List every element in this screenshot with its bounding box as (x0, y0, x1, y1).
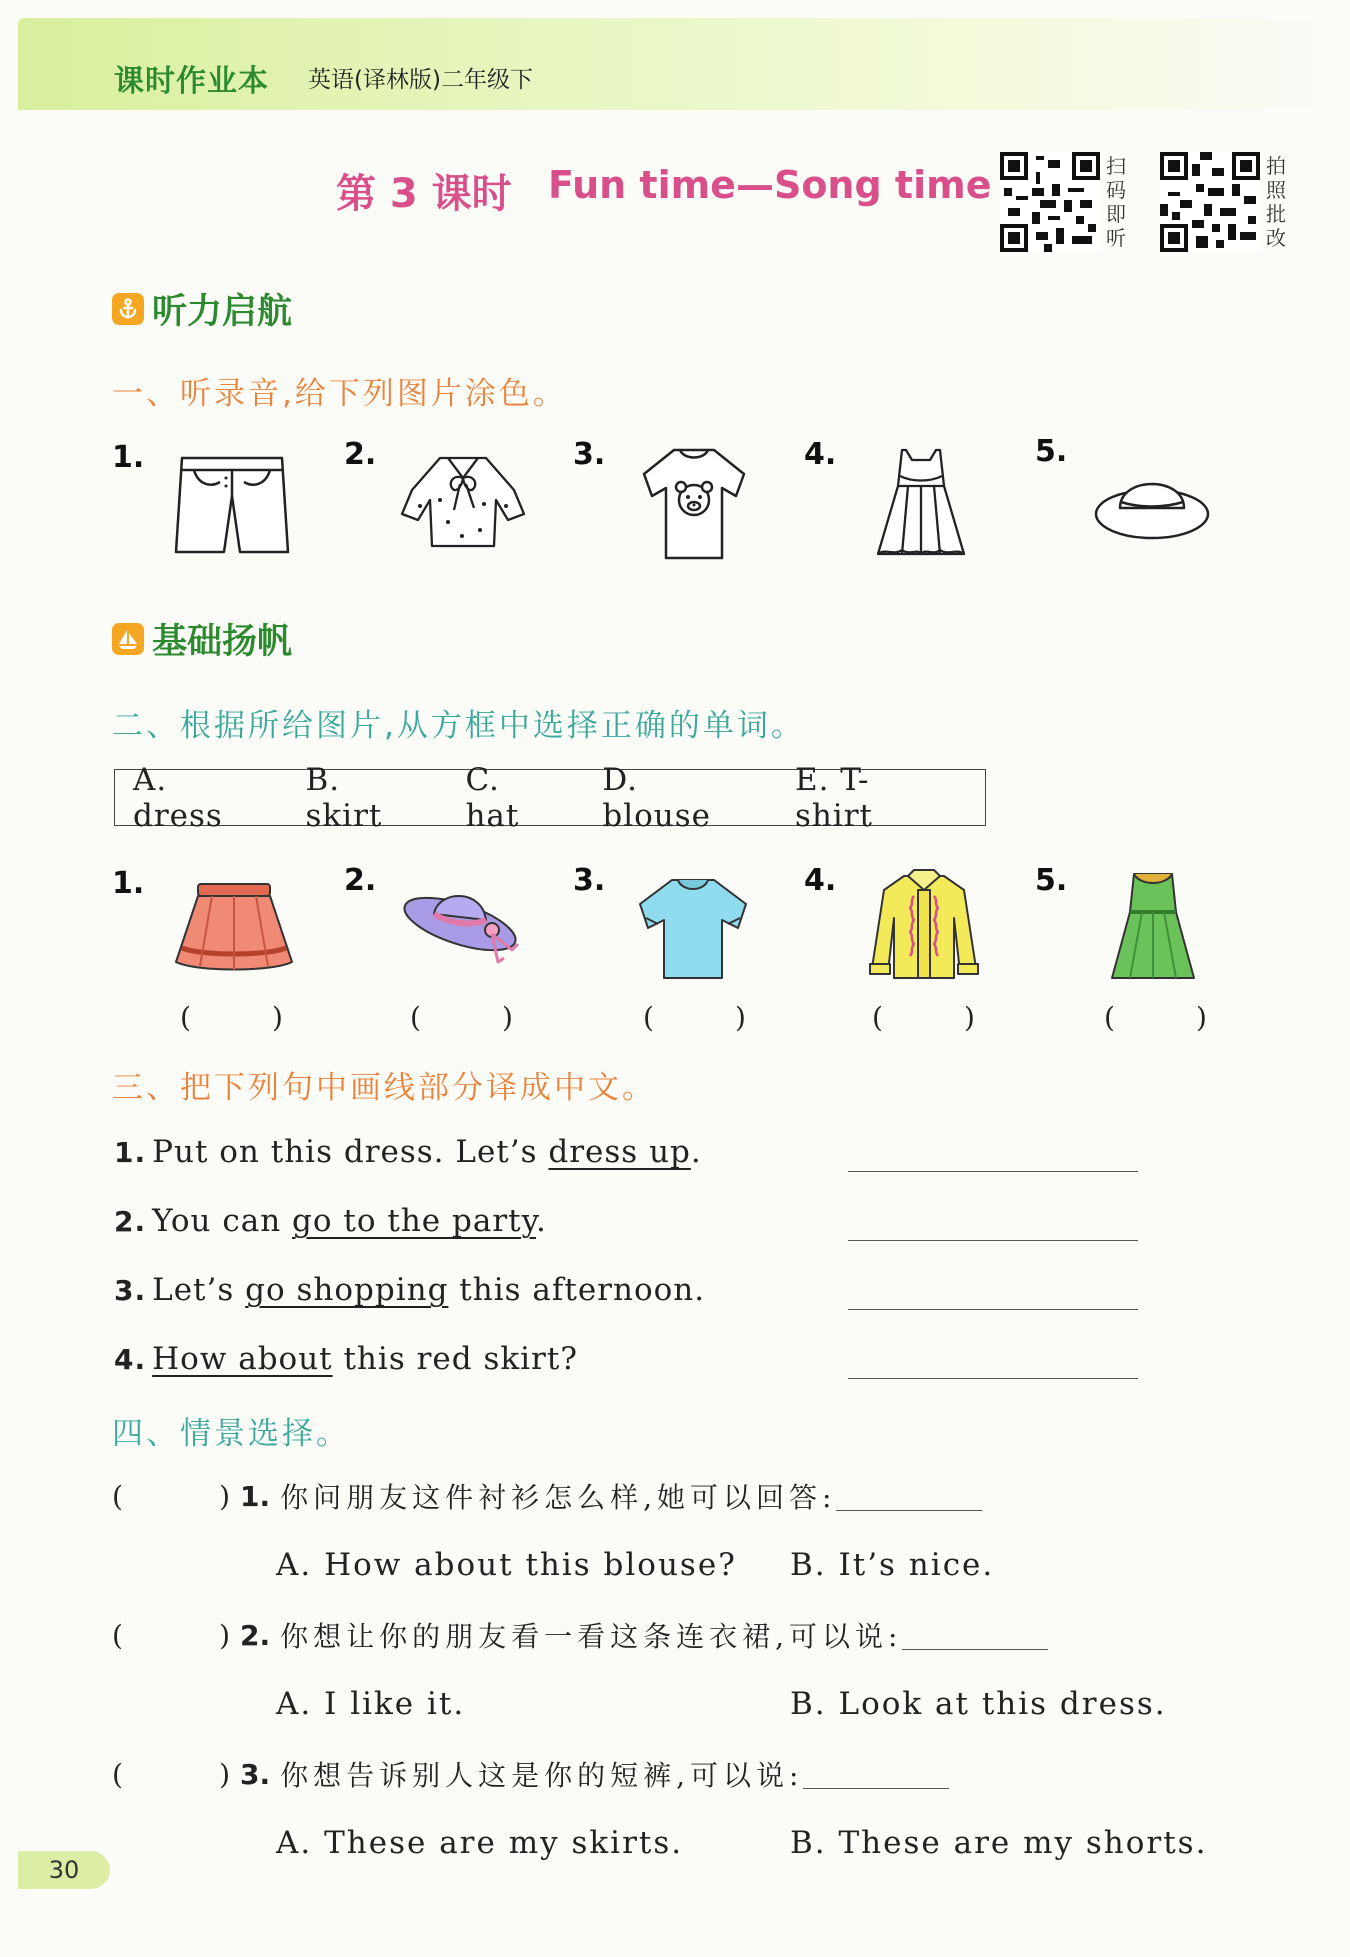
q2-title: 二、根据所给图片,从方框中选择正确的单词。 (112, 708, 805, 744)
q2-number: 1. (112, 866, 145, 901)
section-basics (112, 614, 292, 664)
answer-paren-open: ( (1104, 1001, 1115, 1034)
q3-sentence: 3. Let’s go shopping this afternoon. (114, 1272, 706, 1308)
answer-bracket[interactable]: ( ) (112, 1479, 230, 1513)
page-number: 30 (18, 1851, 110, 1889)
answer-paren-close: ) (272, 1001, 283, 1034)
q4-option-a: A. How about this blouse? (276, 1547, 737, 1583)
tshirt-outline-picture[interactable] (640, 444, 748, 564)
qr-grade-label: 拍照批改 (1266, 154, 1286, 250)
q4-option-a: A. These are my skirts. (276, 1825, 684, 1861)
q2-number: 3. (573, 863, 606, 898)
section-basics-label: 基础扬帆 (152, 622, 293, 662)
word-option: A. dress (133, 761, 223, 834)
dress-picture (1108, 868, 1198, 986)
answer-paren-open: ( (872, 1001, 883, 1034)
q4-option-a: A. I like it. (276, 1686, 466, 1722)
answer-bracket[interactable]: ( ) (112, 1757, 230, 1791)
answer-line[interactable] (848, 1378, 1138, 1379)
answer-paren-close: ) (964, 1001, 975, 1034)
shorts-outline-picture[interactable] (168, 452, 296, 556)
word-option: D. blouse (602, 761, 711, 834)
q1-number: 4. (804, 437, 837, 472)
dress-outline-picture[interactable] (872, 446, 970, 560)
word-box (114, 761, 986, 834)
answer-blank[interactable] (836, 1482, 982, 1511)
answer-paren-close: ) (735, 1001, 746, 1034)
qr-code-grade-icon[interactable] (1160, 152, 1260, 252)
q4-title: 四、情景选择。 (112, 1416, 350, 1452)
q1-title: 一、听录音,给下列图片涂色。 (112, 376, 567, 412)
answer-blank[interactable] (803, 1760, 949, 1789)
q4-question: ( ) 3. 你想告诉别人这是你的短裤,可以说: (112, 1754, 949, 1794)
q2-number: 5. (1035, 863, 1068, 898)
sail-icon (112, 623, 144, 655)
qr-listen-label: 扫码即听 (1106, 154, 1126, 250)
lesson-number: 第 3 课时 (336, 171, 512, 217)
answer-line[interactable] (848, 1309, 1138, 1310)
q1-number: 5. (1035, 434, 1068, 469)
hat-outline-picture[interactable] (1092, 456, 1212, 544)
q1-number: 3. (573, 437, 606, 472)
word-option: E. T-shirt (794, 761, 874, 834)
q3-title: 三、把下列句中画线部分译成中文。 (112, 1070, 656, 1106)
answer-blank[interactable] (902, 1621, 1048, 1650)
answer-paren-open: ( (180, 1001, 191, 1034)
q4-question: ( ) 2. 你想让你的朋友看一看这条连衣裙,可以说: (112, 1615, 1048, 1655)
anchor-icon (112, 293, 144, 325)
q4-option-b: B. Look at this dress. (790, 1686, 1167, 1722)
hat-picture (400, 884, 530, 970)
tshirt-picture (636, 874, 750, 984)
word-option: C. hat (465, 761, 520, 834)
answer-paren-open: ( (643, 1001, 654, 1034)
q3-sentence: 1. Put on this dress. Let’s dress up. (114, 1134, 702, 1170)
q4-option-b: B. These are my shorts. (790, 1825, 1208, 1861)
blouse-outline-picture[interactable] (396, 450, 530, 550)
book-subtitle: 英语(译林版)二年级下 (308, 67, 533, 93)
q3-sentence: 2. You can go to the party. (114, 1203, 547, 1239)
lesson-title: Fun time—Song time (548, 163, 992, 207)
q4-question: ( ) 1. 你问朋友这件衬衫怎么样,她可以回答: (112, 1476, 982, 1516)
answer-line[interactable] (848, 1240, 1138, 1241)
q1-number: 1. (112, 440, 145, 475)
word-option: B. skirt (305, 761, 383, 834)
skirt-picture (172, 880, 296, 980)
blouse-picture (868, 868, 980, 986)
q4-option-b: B. It’s nice. (790, 1547, 995, 1583)
answer-paren-close: ) (502, 1001, 513, 1034)
q2-number: 2. (344, 863, 377, 898)
section-listening-label: 听力启航 (152, 292, 293, 332)
answer-paren-close: ) (1196, 1001, 1207, 1034)
book-title: 课时作业本 (114, 64, 269, 99)
answer-paren-open: ( (410, 1001, 421, 1034)
q3-sentence: 4. How about this red skirt? (114, 1341, 578, 1377)
answer-bracket[interactable]: ( ) (112, 1618, 230, 1652)
q1-number: 2. (344, 437, 377, 472)
q2-number: 4. (804, 863, 837, 898)
answer-line[interactable] (848, 1171, 1138, 1172)
section-listening (112, 284, 292, 334)
qr-code-listen-icon[interactable] (1000, 152, 1100, 252)
